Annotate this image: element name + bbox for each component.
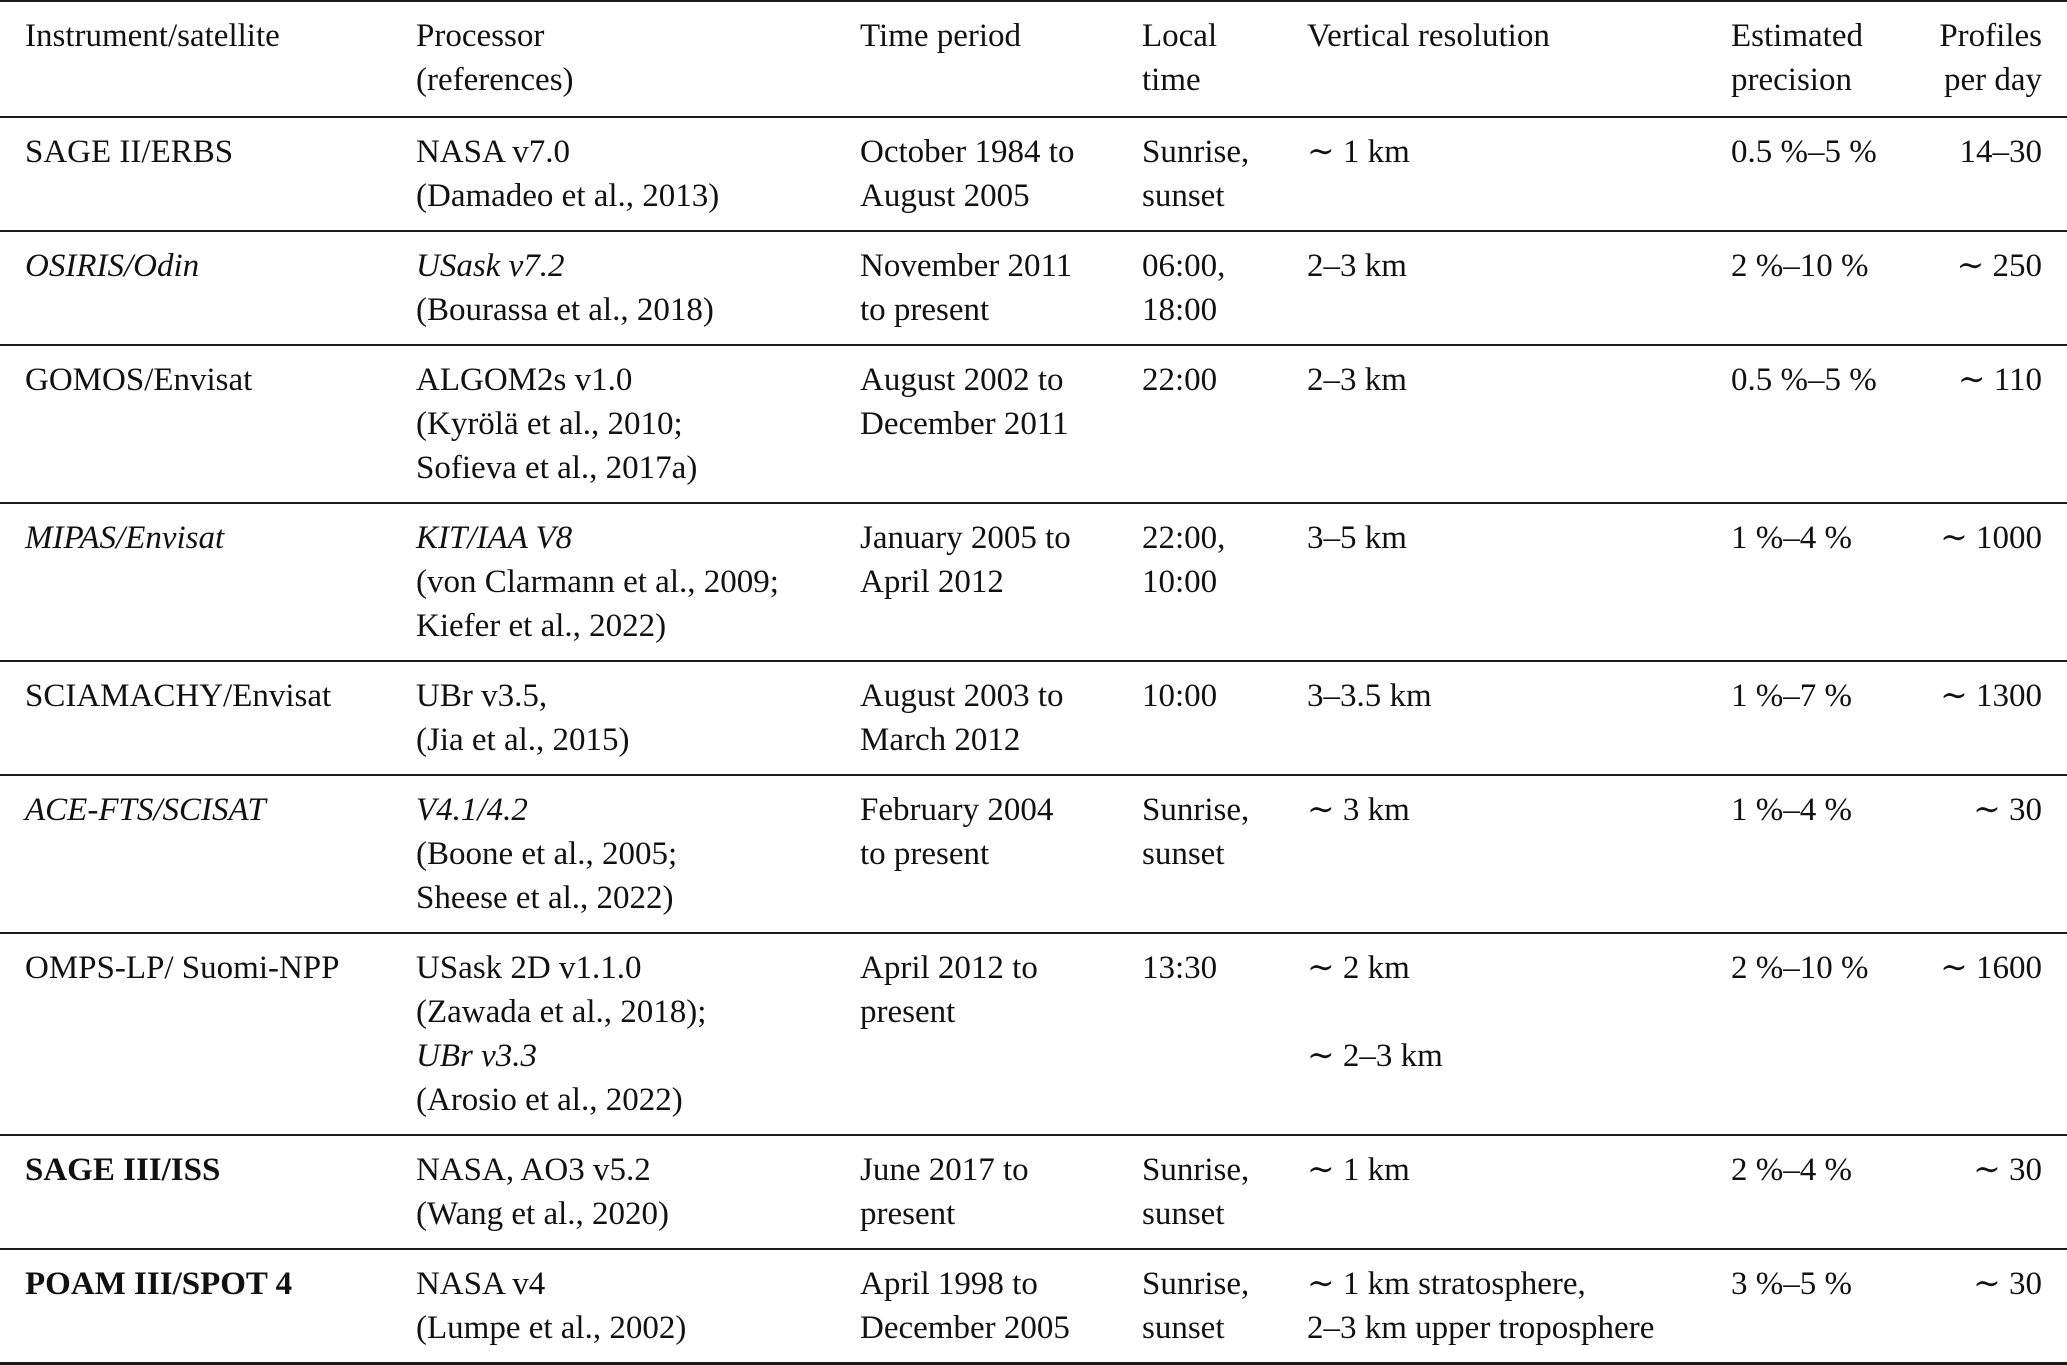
table-row [0,662,2067,776]
cell-profiles: ∼ 30 [1973,1266,2042,1302]
cell-profiles: 14–30 [1959,134,2042,170]
cell-local-time: 13:30 [1142,950,1218,986]
cell-instrument: ACE-FTS/SCISAT [25,792,266,828]
cell-instrument: OSIRIS/Odin [25,248,200,284]
cell-local-time: 22:00 [1142,362,1218,398]
header-processor: Processor (references) [416,18,574,98]
cell-precision: 1 %–4 % [1731,792,1852,828]
header-profiles: Profiles per day [1939,18,2042,98]
cell-instrument: SAGE III/ISS [25,1152,221,1188]
cell-profiles: ∼ 250 [1956,248,2042,284]
table-row [0,232,2067,346]
cell-instrument: SAGE II/ERBS [25,134,234,170]
cell-precision: 1 %–7 % [1731,678,1852,714]
cell-processor: USask v7.2 (Bourassa et al., 2018) [416,248,714,328]
cell-local-time: 06:00, 18:00 [1142,248,1226,328]
cell-processor: USask 2D v1.1.0 (Zawada et al., 2018); UBr v3.3 (Arosio et al., 2022) [416,950,707,1118]
cell-vertical-resolution: ∼ 1 km [1307,134,1410,170]
cell-instrument: POAM III/SPOT 4 [25,1266,293,1302]
cell-time-period: November 2011 to present [860,248,1073,328]
cell-local-time: 22:00, 10:00 [1142,520,1226,600]
cell-time-period: August 2003 to March 2012 [860,678,1064,758]
cell-profiles: ∼ 30 [1973,792,2042,828]
table-row [0,1136,2067,1250]
cell-profiles: ∼ 1600 [1940,950,2042,986]
cell-time-period: April 2012 to present [860,950,1038,1030]
header-vertical-resolution: Vertical resolution [1307,18,1550,54]
header-local-time: Local time [1142,18,1218,98]
cell-instrument: OMPS-LP/ Suomi-NPP [25,950,340,986]
cell-processor: NASA v4 (Lumpe et al., 2002) [416,1266,687,1346]
cell-vertical-resolution: ∼ 2 km ∼ 2–3 km [1307,950,1443,1074]
cell-precision: 2 %–10 % [1731,248,1869,284]
cell-local-time: 10:00 [1142,678,1218,714]
cell-instrument: SCIAMACHY/Envisat [25,678,332,714]
cell-vertical-resolution: 3–5 km [1307,520,1407,556]
cell-time-period: October 1984 to August 2005 [860,134,1075,214]
table-row [0,504,2067,662]
cell-local-time: Sunrise, sunset [1142,792,1250,872]
cell-profiles: ∼ 30 [1973,1152,2042,1188]
table-row [0,118,2067,232]
cell-vertical-resolution: ∼ 1 km stratosphere, 2–3 km upper troposphere [1307,1266,1655,1346]
cell-vertical-resolution: 2–3 km [1307,362,1407,398]
cell-profiles: ∼ 110 [1957,362,2042,398]
header-instrument: Instrument/satellite [25,18,280,54]
cell-local-time: Sunrise, sunset [1142,1266,1250,1346]
cell-local-time: Sunrise, sunset [1142,1152,1250,1232]
cell-local-time: Sunrise, sunset [1142,134,1250,214]
table-header [0,0,2067,118]
cell-time-period: August 2002 to December 2011 [860,362,1069,442]
cell-time-period: April 1998 to December 2005 [860,1266,1070,1346]
cell-processor: NASA v7.0 (Damadeo et al., 2013) [416,134,720,214]
cell-vertical-resolution: ∼ 3 km [1307,792,1410,828]
table-row [0,1250,2067,1365]
cell-precision: 2 %–4 % [1731,1152,1852,1188]
cell-processor: KIT/IAA V8 (von Clarmann et al., 2009; Kiefer et al., 2022) [416,520,779,644]
table-row [0,934,2067,1136]
cell-time-period: January 2005 to April 2012 [860,520,1071,600]
cell-vertical-resolution: 3–3.5 km [1307,678,1432,714]
header-precision: Estimated precision [1731,18,1863,98]
cell-processor: UBr v3.5, (Jia et al., 2015) [416,678,630,758]
cell-precision: 0.5 %–5 % [1731,362,1877,398]
cell-vertical-resolution: 2–3 km [1307,248,1407,284]
cell-precision: 3 %–5 % [1731,1266,1852,1302]
cell-precision: 0.5 %–5 % [1731,134,1877,170]
cell-precision: 2 %–10 % [1731,950,1869,986]
header-time-period: Time period [860,18,1022,54]
cell-processor: ALGOM2s v1.0 (Kyrölä et al., 2010; Sofieva et al., 2017a) [416,362,698,486]
cell-processor: NASA, AO3 v5.2 (Wang et al., 2020) [416,1152,670,1232]
cell-time-period: February 2004 to present [860,792,1054,872]
cell-processor: V4.1/4.2 (Boone et al., 2005; Sheese et al., 2022) [416,792,678,916]
cell-profiles: ∼ 1300 [1940,678,2042,714]
cell-instrument: GOMOS/Envisat [25,362,253,398]
cell-profiles: ∼ 1000 [1940,520,2042,556]
cell-vertical-resolution: ∼ 1 km [1307,1152,1410,1188]
table-row [0,346,2067,504]
table-row [0,776,2067,934]
cell-precision: 1 %–4 % [1731,520,1852,556]
cell-time-period: June 2017 to present [860,1152,1029,1232]
cell-instrument: MIPAS/Envisat [25,520,225,556]
